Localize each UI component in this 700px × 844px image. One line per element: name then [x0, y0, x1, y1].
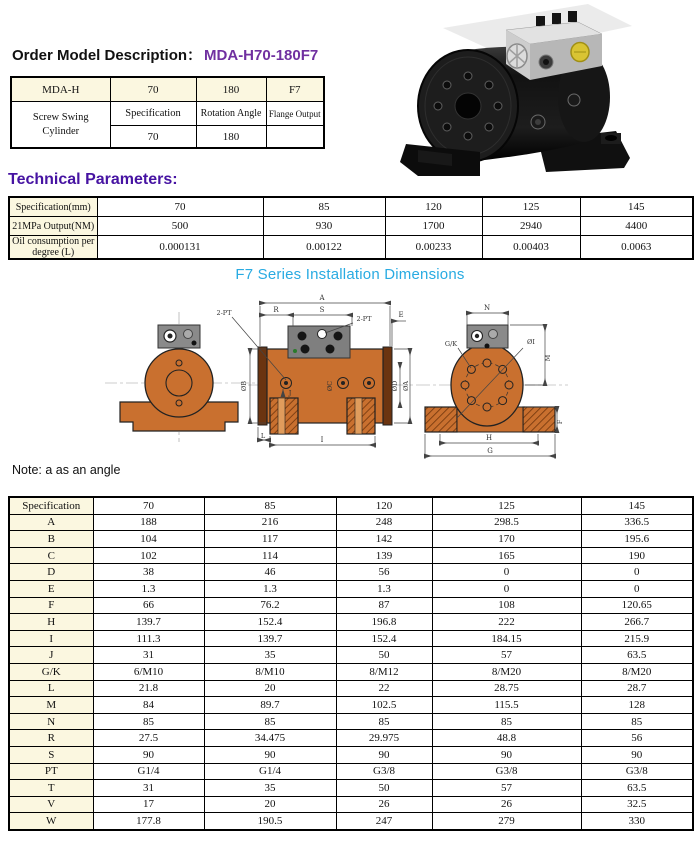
row-label-cell: J — [9, 647, 93, 664]
side-view — [258, 326, 392, 434]
value-cell: 165 — [432, 547, 581, 564]
dim-label-2PT-block: 2-PT — [356, 315, 372, 323]
row-label-cell: I — [9, 630, 93, 647]
row-label-cell: S — [9, 746, 93, 763]
value-cell: 102 — [93, 547, 204, 564]
value-cell: 85 — [336, 713, 432, 730]
row-label-cell: F — [9, 597, 93, 614]
value-cell: 56 — [336, 564, 432, 581]
value-cell: 84 — [93, 697, 204, 714]
dim-label-J: J — [288, 389, 292, 397]
value-cell: 248 — [336, 514, 432, 531]
model-table — [10, 76, 325, 149]
value-cell: 930 — [263, 217, 385, 236]
row-label-cell: B — [9, 531, 93, 548]
value-cell: 188 — [93, 514, 204, 531]
value-cell: 48.8 — [432, 730, 581, 747]
value-cell: 120.65 — [581, 597, 693, 614]
value-cell: G1/4 — [93, 763, 204, 780]
value-cell: 21.8 — [93, 680, 204, 697]
value-cell: 195.6 — [581, 531, 693, 548]
value-cell: 114 — [204, 547, 336, 564]
value-cell: 145 — [580, 197, 693, 217]
value-cell: 85 — [204, 497, 336, 514]
note-text: Note: a as an angle — [12, 463, 121, 477]
value-cell: 46 — [204, 564, 336, 581]
table-row — [9, 746, 693, 763]
table-row — [9, 197, 693, 217]
row-label-cell: D — [9, 564, 93, 581]
table-row — [9, 813, 693, 830]
row-label-cell: C — [9, 547, 93, 564]
value-cell: 90 — [432, 746, 581, 763]
dim-label-E: E — [398, 311, 404, 319]
value-cell: 1.3 — [336, 580, 432, 597]
value-cell: 196.8 — [336, 614, 432, 631]
row-label-cell: Specification(mm) — [9, 197, 97, 217]
value-cell: G1/4 — [204, 763, 336, 780]
row-label-cell: Specification — [9, 497, 93, 514]
value-cell: 152.4 — [204, 614, 336, 631]
value-cell: 500 — [97, 217, 263, 236]
order-model-label: Order Model Description： — [12, 47, 203, 64]
value-cell: 1.3 — [93, 580, 204, 597]
value-cell: 170 — [432, 531, 581, 548]
value-cell: 120 — [336, 497, 432, 514]
value-cell: 0.00122 — [263, 236, 385, 260]
model-spec-cell: 70 — [110, 77, 196, 102]
value-cell: 0 — [432, 564, 581, 581]
value-cell: 89.7 — [204, 697, 336, 714]
value-cell: 6/M10 — [93, 663, 204, 680]
table-row — [9, 647, 693, 664]
row-label-cell: H — [9, 614, 93, 631]
value-cell: 108 — [432, 597, 581, 614]
value-cell: 216 — [204, 514, 336, 531]
value-cell: 247 — [336, 813, 432, 830]
value-cell: 28.75 — [432, 680, 581, 697]
front-view — [120, 325, 238, 431]
value-cell: 104 — [93, 531, 204, 548]
value-cell: 85 — [263, 197, 385, 217]
technical-parameters-heading: Technical Parameters: — [8, 171, 178, 188]
value-cell: 0 — [581, 580, 693, 597]
value-cell: 0 — [581, 564, 693, 581]
dim-label-A: A — [319, 294, 325, 302]
end-left-foot — [425, 407, 457, 432]
dim-label-N: N — [483, 304, 491, 312]
value-cell: 27.5 — [93, 730, 204, 747]
value-cell: 90 — [581, 746, 693, 763]
dim-label-F: F — [556, 419, 564, 425]
value-cell: 32.5 — [581, 796, 693, 813]
value-cell: 85 — [432, 713, 581, 730]
value-cell: 35 — [204, 647, 336, 664]
value-cell: 139.7 — [93, 614, 204, 631]
value-cell: 90 — [336, 746, 432, 763]
value-cell: 0.0063 — [580, 236, 693, 260]
row-label-cell: G/K — [9, 663, 93, 680]
row-label-cell: W — [9, 813, 93, 830]
table-row — [9, 713, 693, 730]
row-label-cell: N — [9, 713, 93, 730]
value-cell: 0.00233 — [385, 236, 482, 260]
order-model-number: MDA-H70-180F7 — [204, 47, 319, 64]
value-cell: 102.5 — [336, 697, 432, 714]
table-row — [9, 597, 693, 614]
value-cell: 139.7 — [204, 630, 336, 647]
value-cell: 28.7 — [581, 680, 693, 697]
value-cell: 70 — [93, 497, 204, 514]
table-row — [9, 796, 693, 813]
row-label-cell: L — [9, 680, 93, 697]
value-cell: 336.5 — [581, 514, 693, 531]
table-row — [9, 763, 693, 780]
value-cell: 266.7 — [581, 614, 693, 631]
flange-value-cell — [266, 126, 324, 149]
value-cell: 298.5 — [432, 514, 581, 531]
model-flange-cell: F7 — [266, 77, 324, 102]
value-cell: 142 — [336, 531, 432, 548]
spec-value-cell: 70 — [110, 126, 196, 149]
end-right-foot — [523, 407, 555, 432]
value-cell: 184.15 — [432, 630, 581, 647]
value-cell: 8/M20 — [581, 663, 693, 680]
value-cell: G3/8 — [336, 763, 432, 780]
value-cell: 56 — [581, 730, 693, 747]
dim-label-2PT-left: 2-PT — [216, 309, 232, 317]
dim-label-M: M — [544, 354, 552, 362]
value-cell: G3/8 — [581, 763, 693, 780]
dim-label-R: R — [273, 306, 279, 314]
table-row — [9, 217, 693, 236]
value-cell: 35 — [204, 780, 336, 797]
value-cell: 50 — [336, 647, 432, 664]
value-cell: 128 — [581, 697, 693, 714]
value-cell: 120 — [385, 197, 482, 217]
front-valve-block — [158, 325, 200, 348]
spec-label-cell: Specification — [110, 102, 196, 126]
table-row — [9, 236, 693, 260]
angle-label-cell: Rotation Angle — [196, 102, 266, 126]
value-cell: 90 — [93, 746, 204, 763]
value-cell: 0.000131 — [97, 236, 263, 260]
product-photo — [388, 0, 660, 180]
dim-label-I: I — [320, 436, 324, 444]
value-cell: 17 — [93, 796, 204, 813]
table-row — [9, 663, 693, 680]
row-label-cell: Oil consumption per degree (L) — [9, 236, 97, 260]
technical-parameters-table — [8, 196, 694, 260]
table-row — [9, 630, 693, 647]
value-cell: 63.5 — [581, 647, 693, 664]
dim-label-OB: ØB — [240, 380, 248, 392]
value-cell: 57 — [432, 780, 581, 797]
value-cell: 66 — [93, 597, 204, 614]
installation-drawing — [0, 290, 700, 462]
value-cell: G3/8 — [432, 763, 581, 780]
row-label-cell: PT — [9, 763, 93, 780]
value-cell: 1700 — [385, 217, 482, 236]
table-row — [9, 564, 693, 581]
table-row — [9, 580, 693, 597]
value-cell: 85 — [581, 713, 693, 730]
angle-value-cell: 180 — [196, 126, 266, 149]
value-cell: 76.2 — [204, 597, 336, 614]
dim-label-S: S — [319, 306, 325, 314]
model-angle-cell: 180 — [196, 77, 266, 102]
value-cell: 190.5 — [204, 813, 336, 830]
value-cell: 139 — [336, 547, 432, 564]
value-cell: 0 — [432, 580, 581, 597]
dim-label-OD: ØD — [391, 380, 399, 392]
dim-label-L: L — [260, 432, 266, 440]
side-valve-block — [288, 326, 350, 358]
value-cell: 4400 — [580, 217, 693, 236]
value-cell: 117 — [204, 531, 336, 548]
table-row — [9, 614, 693, 631]
value-cell: 2940 — [482, 217, 580, 236]
table-row — [9, 730, 693, 747]
table-row — [9, 680, 693, 697]
value-cell: 26 — [336, 796, 432, 813]
table-row — [9, 531, 693, 548]
dim-label-H: H — [485, 434, 493, 442]
value-cell: 125 — [482, 197, 580, 217]
end-valve-block — [467, 325, 508, 349]
value-cell: 22 — [336, 680, 432, 697]
order-model-line — [12, 44, 318, 65]
value-cell: 111.3 — [93, 630, 204, 647]
model-series-cell: MDA-H — [11, 77, 110, 102]
table-row — [9, 547, 693, 564]
table-row — [9, 697, 693, 714]
value-cell: 31 — [93, 647, 204, 664]
installation-dimensions-heading: F7 Series Installation Dimensions — [235, 266, 465, 283]
value-cell: 215.9 — [581, 630, 693, 647]
value-cell: 57 — [432, 647, 581, 664]
value-cell: 222 — [432, 614, 581, 631]
row-label-cell: M — [9, 697, 93, 714]
table-row — [9, 497, 693, 514]
value-cell: 152.4 — [336, 630, 432, 647]
value-cell: 63.5 — [581, 780, 693, 797]
value-cell: 115.5 — [432, 697, 581, 714]
row-label-cell: A — [9, 514, 93, 531]
value-cell: 125 — [432, 497, 581, 514]
row-label-cell: V — [9, 796, 93, 813]
value-cell: 26 — [432, 796, 581, 813]
value-cell: 29.975 — [336, 730, 432, 747]
value-cell: 34.475 — [204, 730, 336, 747]
value-cell: 8/M10 — [204, 663, 336, 680]
row-label-cell: R — [9, 730, 93, 747]
dim-label-OI: ØI — [527, 338, 535, 346]
value-cell: 70 — [97, 197, 263, 217]
value-cell: 50 — [336, 780, 432, 797]
dimensions-table — [8, 496, 694, 831]
value-cell: 279 — [432, 813, 581, 830]
table-row — [9, 780, 693, 797]
product-name-cell: Screw Swing Cylinder — [11, 102, 110, 149]
value-cell: 20 — [204, 680, 336, 697]
row-label-cell: E — [9, 580, 93, 597]
value-cell: 0.00403 — [482, 236, 580, 260]
value-cell: 8/M12 — [336, 663, 432, 680]
value-cell: 38 — [93, 564, 204, 581]
value-cell: 145 — [581, 497, 693, 514]
table-row — [9, 514, 693, 531]
value-cell: 8/M20 — [432, 663, 581, 680]
value-cell: 90 — [204, 746, 336, 763]
value-cell: 85 — [93, 713, 204, 730]
value-cell: 177.8 — [93, 813, 204, 830]
dim-label-OA: ØA — [402, 380, 410, 392]
dim-label-G: G — [487, 447, 493, 455]
flange-label-cell: Flange Output — [266, 102, 324, 126]
row-label-cell: 21MPa Output(NM) — [9, 217, 97, 236]
value-cell: 190 — [581, 547, 693, 564]
value-cell: 330 — [581, 813, 693, 830]
value-cell: 87 — [336, 597, 432, 614]
value-cell: 1.3 — [204, 580, 336, 597]
value-cell: 20 — [204, 796, 336, 813]
value-cell: 85 — [204, 713, 336, 730]
value-cell: 31 — [93, 780, 204, 797]
dim-label-GK: G/K — [444, 340, 458, 348]
row-label-cell: T — [9, 780, 93, 797]
dim-label-OC: ØC — [326, 380, 334, 392]
